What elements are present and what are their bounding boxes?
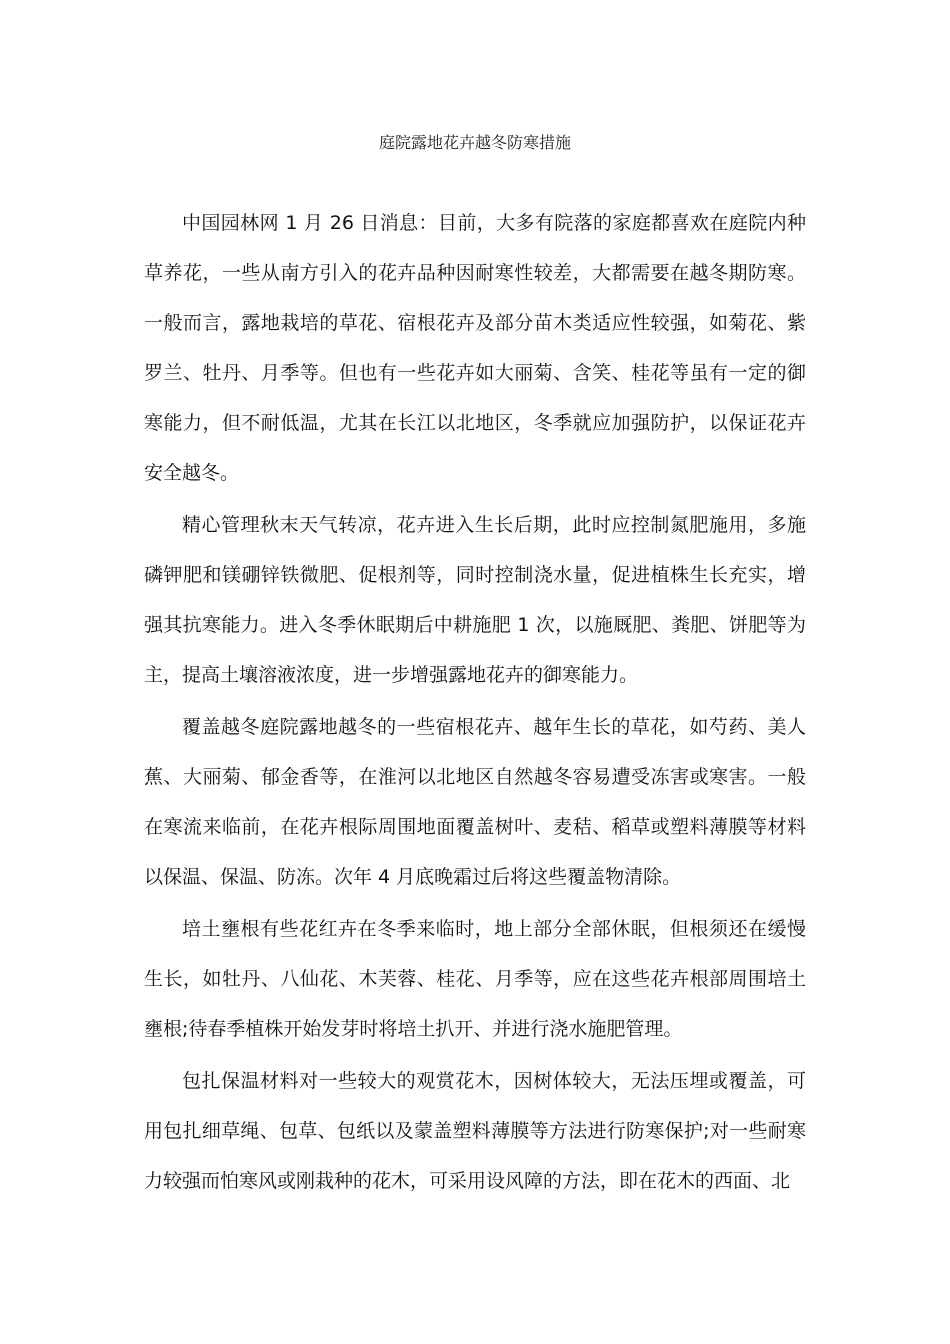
paragraph-covering: 覆盖越冬庭院露地越冬的一些宿根花卉、越年生长的草花，如芍药、美人蕉、大丽菊、郁金香等，在淮河以北地区自然越冬容易遭受冻害或寒害。一般在寒流来临前，在花卉根际周围地面覆盖树叶、麦秸、稻草或塑料薄膜等材料以保温、保温、防冻。次年 4 月底晚霜过后将这些覆盖物清除。 <box>144 716 806 888</box>
document-body <box>144 198 806 1208</box>
paragraph-management: 精心管理秋末天气转凉，花卉进入生长后期，此时应控制氮肥施用，多施磷钾肥和镁硼锌铁微肥、促根剂等，同时控制浇水量，促进植株生长充实，增强其抗寒能力。进入冬季休眠期后中耕施肥 1 次，以施厩肥、粪肥、饼肥等为主，提高土壤溶液浓度，进一步增强露地花卉的御寒能力。 <box>144 514 806 686</box>
paragraph-wrapping: 包扎保温材料对一些较大的观赏花木，因树体较大，无法压埋或覆盖，可用包扎细草绳、包草、包纸以及蒙盖塑料薄膜等方法进行防寒保护;对一些耐寒力较强而怕寒风或刚栽种的花木，可采用设风障的方法，即在花木的西面、北 <box>144 1070 806 1192</box>
document-title: 庭院露地花卉越冬防寒措施 <box>378 133 571 152</box>
paragraph-intro: 中国园林网 1 月 26 日消息：目前，大多有院落的家庭都喜欢在庭院内种草养花，一些从南方引入的花卉品种因耐寒性较差，大都需要在越冬期防寒。一般而言，露地栽培的草花、宿根花卉及部分苗木类适应性较强，如菊花、紫罗兰、牡丹、月季等。但也有一些花卉如大丽菊、含笑、桂花等虽有一定的御寒能力，但不耐低温，尤其在长江以北地区，冬季就应加强防护，以保证花卉安全越冬。 <box>144 212 806 484</box>
paragraph-earthing-up: 培土壅根有些花红卉在冬季来临时，地上部分全部休眠，但根须还在缓慢生长，如牡丹、八仙花、木芙蓉、桂花、月季等，应在这些花卉根部周围培土壅根;待春季植株开始发芽时将培土扒开、并进行浇水施肥管理。 <box>144 918 806 1040</box>
